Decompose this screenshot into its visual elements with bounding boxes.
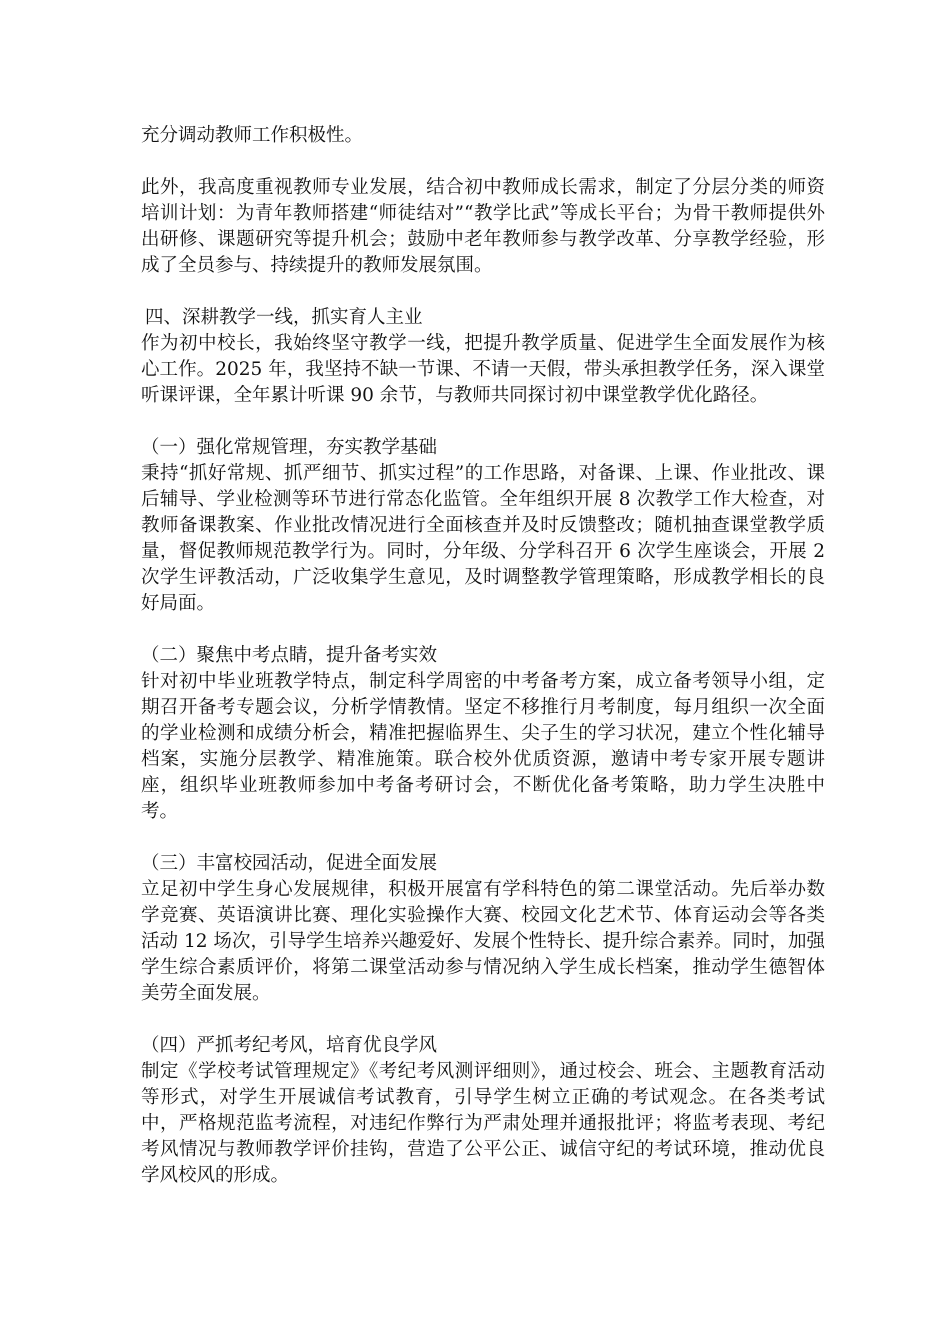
subsection-four-heading: （四）严抓考纪考风，培育优良学风 bbox=[141, 1035, 438, 1056]
subsection-two-paragraph: 针对初中毕业班教学特点，制定科学周密的中考备考方案，成立备考领导小组，定期召开备考专题会议，分析学情教情。坚定不移推行月考制度，每月组织一次全面的学业检测和成绩分析会，精准把握临界生、尖子生的学习状况，建立个性化辅导档案，实施分层教学、精准施策。联合校外优质资源，邀请中考专家开展专题讲座，组织毕业班教师参加中考备考研讨会，不断优化备考策略，助力学生决胜中考。 bbox=[141, 671, 825, 822]
subsection-one-heading: （一）强化常规管理，夯实教学基础 bbox=[141, 437, 438, 458]
spacer bbox=[141, 409, 825, 435]
spacer bbox=[141, 279, 825, 305]
document-body bbox=[141, 123, 825, 1189]
spacer bbox=[141, 825, 825, 851]
subsection-four-paragraph: 制定《学校考试管理规定》《考纪考风测评细则》，通过校会、班会、主题教育活动等形式，对学生开展诚信考试教育，引导学生树立正确的考试观念。在各类考试中，严格规范监考流程，对违纪作弊行为严肃处理并通报批评；将监考表现、考纪考风情况与教师教学评价挂钩，营造了公平公正、诚信守纪的考试环境，推动优良学风校风的形成。 bbox=[141, 1061, 825, 1186]
spacer bbox=[141, 149, 825, 175]
subsection-one-paragraph: 秉持“抓好常规、抓严细节、抓实过程”的工作思路，对备课、上课、作业批改、课后辅导、学业检测等环节进行常态化监管。全年组织开展 8 次教学工作大检查，对教师备课教案、作业批改情况进行全面核查并及时反馈整改；随机抽查课堂教学质量，督促教师规范教学行为。同时，分年级、分学科召开 6 次学生座谈会，开展 2 次学生评教活动，广泛收集学生意见，及时调整教学管理策略，形成教学相长的良好局面。 bbox=[141, 463, 825, 614]
spacer bbox=[141, 1007, 825, 1033]
section-four-heading: 四、深耕教学一线，抓实育人主业 bbox=[145, 307, 423, 328]
spacer bbox=[141, 617, 825, 643]
subsection-two-heading: （二）聚焦中考点睛，提升备考实效 bbox=[141, 645, 438, 666]
section-four-paragraph: 作为初中校长，我始终坚守教学一线，把提升教学质量、促进学生全面发展作为核心工作。2025 年，我坚持不缺一节课、不请一天假，带头承担教学任务，深入课堂听课评课，全年累计听课 90 余节，与教师共同探讨初中课堂教学优化路径。 bbox=[141, 333, 825, 406]
subsection-three-paragraph: 立足初中学生身心发展规律，积极开展富有学科特色的第二课堂活动。先后举办数学竞赛、英语演讲比赛、理化实验操作大赛、校园文化艺术节、体育运动会等各类活动 12 场次，引导学生培养兴趣爱好、发展个性特长、提升综合素养。同时，加强学生综合素质评价，将第二课堂活动参与情况纳入学生成长档案，推动学生德智体美劳全面发展。 bbox=[141, 879, 825, 1004]
teacher-development-paragraph: 此外，我高度重视教师专业发展，结合初中教师成长需求，制定了分层分类的师资培训计划：为青年教师搭建“师徒结对”“教学比武”等成长平台；为骨干教师提供外出研修、课题研究等提升机会；鼓励中老年教师参与教学改革、分享教学经验，形成了全员参与、持续提升的教师发展氛围。 bbox=[141, 177, 825, 276]
subsection-three-heading: （三）丰富校园活动，促进全面发展 bbox=[141, 853, 438, 874]
intro-tail-paragraph: 充分调动教师工作积极性。 bbox=[141, 125, 364, 146]
